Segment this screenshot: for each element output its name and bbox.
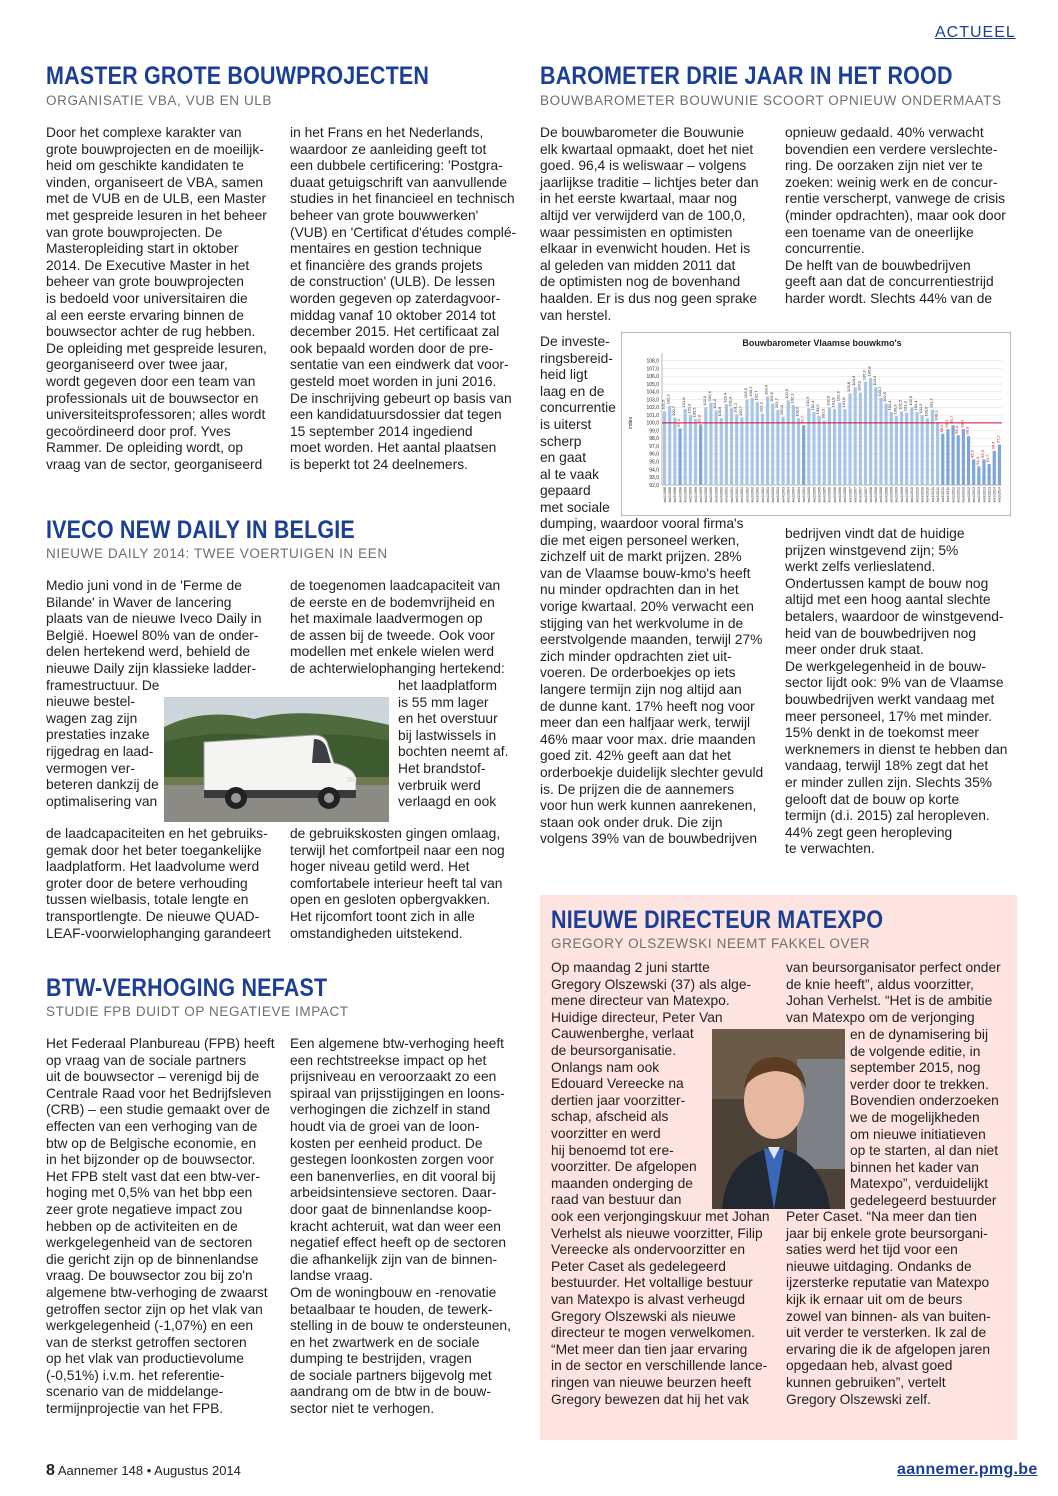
chart-data-label: 100,5 (691, 407, 697, 418)
chart-bar (756, 402, 759, 485)
portrait-photo (712, 1029, 845, 1209)
chart-bar (988, 464, 991, 485)
chart-xtick: kw1/2009 (889, 487, 894, 503)
chart-bar (998, 445, 1001, 485)
chart-data-label: 100,6 (923, 406, 929, 417)
chart-data-label: 101,8 (830, 397, 836, 408)
chart-bar (993, 451, 996, 485)
iveco-col2-mid: het laadplatform is 55 mm lager en het overstuur bij lastwissels in bochten neemt af. Het brandstof- verbruik werd verlaagd en ook (398, 678, 509, 810)
chart-xtick: kw2/2006 (832, 487, 837, 503)
chart-xtick: kw4/1998 (678, 487, 683, 503)
chart-xtick: kw2/2009 (894, 487, 899, 503)
chart-xtick: kw4/2011 (946, 487, 951, 503)
chart-data-label: 98,4 (954, 426, 960, 434)
master-col1: Door het complexe karakter van grote bouwprojecten en de moeilijk- heid om geschikte kandidaten te vinden, organiseert de VBA, samen met de VUB en de ULB, een Master met gespreide lesuren in het beheer van grote bouwprojecten. De Masteropleiding start in oktober 2014. De Executive Master in het beheer van grote bouwprojecten is bedoeld voor universitairen die al een eerste ervaring binnen de bouwsector achter de rug hebben. De opleiding met gespreide lesuren, georganiseerd over twee jaar, wordt gegeven door een team van professionals uit de bouwsector en universiteitsprofessoren; alles wordt gecoördineerd door prof. Yves Rammer. De opleiding wordt, op vraag van de sector, georganiseerd (46, 125, 267, 472)
chart-xtick: kw1/2013 (971, 487, 976, 503)
chart-xtick: kw2/2012 (956, 487, 961, 503)
chart-xtick: kw4/2002 (760, 487, 765, 503)
chart-ytick: 95,0 (649, 459, 659, 466)
chart-xtick: kw1/2004 (786, 487, 791, 503)
chart-data-label: 99,2 (959, 419, 965, 428)
chart-data-label: 102,3 (789, 393, 795, 404)
chart-bar (910, 407, 913, 485)
chart-data-label: 102,5 (768, 391, 774, 402)
chart-xtick: kw2/1999 (688, 487, 693, 503)
iveco-col2-top: de toegenomen laadcapaciteit van de eerste en de bodemvrijheid en het maximale laadvermogen op de assen bij de tweede. Ook voor modellen met enkele wielen werd de achterwielophanging hertekend: (290, 578, 505, 676)
chart-data-label: 96,4 (990, 441, 996, 450)
chart-xtick: kw1/2007 (848, 487, 853, 503)
chart-ytick: 94,0 (649, 467, 659, 474)
chart-xtick: kw3/2009 (899, 487, 904, 503)
chart-xtick: kw1/2000 (704, 487, 709, 503)
chart-data-label: 99,7 (949, 415, 955, 424)
master-col2: in het Frans en het Nederlands, waardoor ze aanleiding geeft tot een dubbele certificering: 'Postgra- duaat getuigschrift van aanvullende studies in het financieel en technisch beheer van grote bouwwerken' (VUB) en 'Certificat d'études complé- mentaires en gestion technique et financière des grands projets de construction' (ULB). De lessen worden gegeven op zaterdagvoor- middag vanaf 10 oktober 2014 tot december 2015. Het certificaat zal ook bepaald worden door de pre- sentatie van een eindwerk dat voor- gesteld moet worden in juni 2016. De inschrijving gebeurt op basis van een kandidatuursdossier dat tegen 15 september 2014 ingediend moet worden. Het aantal plaatsen is beperkt tot 24 deelnemers. (290, 125, 517, 472)
chart-bar (838, 403, 841, 485)
subtitle-master: ORGANISATIE VBA, VUB EN ULB (46, 93, 273, 108)
chart-data-label: 101,5 (897, 399, 903, 410)
chart-bar (751, 398, 754, 485)
chart-bar (895, 416, 898, 485)
chart-bar (766, 396, 769, 485)
chart-xtick: kw2/2011 (935, 487, 940, 503)
chart-xtick: kw3/1999 (693, 487, 698, 503)
chart-data-label: 104,6 (871, 375, 877, 386)
chart-bar (926, 418, 929, 485)
chart-bar (684, 409, 687, 485)
chart-xtick: kw3/2001 (734, 487, 739, 503)
chart-ytick: 98,0 (649, 436, 659, 443)
headline-matexpo: NIEUWE DIRECTEUR MATEXPO (551, 906, 884, 934)
chart-xtick: kw2/2008 (874, 487, 879, 503)
chart-data-label: 100,6 (717, 406, 723, 417)
chart-data-label: 99,3 (676, 419, 682, 427)
chart-xtick: kw3/2012 (961, 487, 966, 503)
chart-xtick: kw4/2001 (740, 487, 745, 503)
chart-bar (879, 398, 882, 485)
chart-ytick: 92,0 (649, 482, 659, 489)
chart-data-label: 104,6 (851, 375, 857, 386)
chart-title: Bouwbarometer Vlaamse bouwkmo's (742, 338, 902, 348)
chart-xtick: kw2/2014 (997, 487, 1002, 503)
chart-bar (714, 410, 717, 485)
chart-ytick: 99,0 (649, 428, 659, 435)
chart-xtick: kw2/2007 (853, 487, 858, 503)
chart-data-label: 100,8 (779, 405, 785, 416)
chart-bar (720, 418, 723, 485)
matexpo-col2-top: van beursorganisator perfect onder de knie heeft”, aldus voorzitter, Johan Verhelst. “Het is de ambitie van Matexpo om de verjonging (786, 960, 1001, 1025)
chart-data-label: 94,7 (985, 454, 991, 463)
chart-bar (884, 403, 887, 485)
chart-data-label: 101,3 (902, 401, 908, 412)
barometer-col1-bottom: dumping, waardoor vooral firma's die met eigen personeel werken, zichzelf uit de markt prijzen. 28% van de Vlaamse bouw-kmo's heeft nu minder opdrachten dan in het vorige kwartaal. 20% verwacht een stijging van het werkvolume in de eerstvolgende maanden, terwijl 27% zich minder opdrachten ziet uit- voeren. De orderboekjes op iets langere termijn zijn nog altijd aan de dunne kant. 17% heeft nog voor meer dan een halfjaar werk, terwijl 46% maar voor max. drie maanden goed zit. 42% geeft aan dat het orderboekje duidelijk slechter gevuld is. De prijzen die de aannemers voor hun werk kunnen aanrekenen, staan ook onder druk. Die zijn volgens 39% van de bouwbedrijven (540, 516, 764, 847)
chart-xtick: kw2/2010 (915, 487, 920, 503)
chart-data-label: 101,8 (840, 397, 846, 408)
chart-bar (859, 393, 862, 485)
chart-bar (802, 425, 805, 485)
chart-ylabel: index (628, 417, 634, 429)
chart-xtick: kw4/2008 (884, 487, 889, 503)
chart-bar (843, 409, 846, 485)
chart-data-label: 103,9 (856, 381, 862, 392)
chart-xtick: kw4/2013 (987, 487, 992, 503)
chart-ytick: 97,0 (649, 443, 659, 450)
chart-ytick: 108,0 (646, 358, 659, 365)
chart-bar (818, 416, 821, 485)
chart-data-label: 98,6 (938, 424, 944, 433)
chart-bar (921, 415, 924, 485)
chart-data-label: 101,0 (918, 403, 924, 414)
headline-btw: BTW-VERHOGING NEFAST (46, 974, 328, 1002)
van-photo (164, 697, 389, 822)
chart-bar (941, 434, 944, 485)
chart-xtick: kw1/2008 (868, 487, 873, 503)
footer-site-link[interactable]: aannemer.pmg.be (897, 1461, 1038, 1478)
chart-bar (668, 406, 671, 485)
chart-ytick: 101,0 (646, 412, 659, 419)
iveco-col1-bottom: de laadcapaciteiten en het gebruiks- gemak door het beter toegankelijke laadplatform. Het laadvolume werd groter door de betere verhouding tussen wielbasis, totale lengte en transportlengte. De nieuwe QUAD- LEAF-voorwielophanging garandeert (46, 826, 271, 941)
chart-bar (663, 411, 666, 485)
chart-bar (776, 410, 779, 485)
chart-xtick: kw1/2014 (992, 487, 997, 503)
chart-data-label: 103,4 (763, 384, 769, 395)
btw-col2: Een algemene btw-verhoging heeft een rechtstreekse impact op het prijsniveau en veroorzaakt zo een spiraal van prijsstijgingen en loons- verhogingen die zichzelf in stand houdt via de groei van de loon- kosten per eenheid product. De gestegen loonkosten zorgen voor een banenverlies, en dit vooral bij arbeidsintensieve sectoren. Daar- door gaat de binnenlandse koop- kracht achteruit, wat dan weer een negatief effect heeft op de sectoren die afhankelijk zijn van de binnen- landse vraag. Om de woningbouw en -renovatie betaalbaar te houden, de tewerk- stelling in de bouw te ondersteunen, en het zwartwerk en de sociale dumping te bestrijden, vragen de sociale partners bijgevolg met aandrang om de btw in de bouw- sector niet te verhogen. (290, 1036, 511, 1417)
chart-data-label: 101,6 (712, 398, 718, 409)
iveco-col2-bottom: de gebruikskosten gingen omlaag, terwijl het comfortpeil naar een nog hoger niveau getild werd. Het comfortabele interieur heeft tal van open en gesloten opbergvakken. Het rijcomfort toont zich in alle omstandigheden uitstekend. (290, 826, 505, 941)
chart-bar (761, 414, 764, 485)
chart-data-label: 101,0 (686, 403, 692, 414)
chart-bar (689, 415, 692, 485)
chart-data-label: 100,7 (737, 405, 743, 416)
matexpo-col2-bottom: Peter Caset. “Na meer dan tien jaar bij enkele grote beursorgani- saties werd het tijd voor een nieuwe uitdaging. Ondanks de ijzersterke reputatie van Matexpo kijk ik ernaar uit om de beurs zowel van binnen- als van buiten- uit verder te versterken. Ik zal de ervaring die ik de afgelopen jaren opgedaan heb, alvast goed kunnen gebruiken”, vertelt Gregory Olszewski zelf. (786, 1209, 991, 1407)
matexpo-col2-mid: en de dynamisering bij de volgende editie, in september 2015, nog verder door te trekken. Bovendien onderzoeken we de mogelijkheden om nieuwe initiatieven op te starten, al dan niet binnen het kader van Matexpo”, verduidelijkt gedelegeerd bestuurder (850, 1027, 999, 1208)
chart-xtick: kw3/1998 (673, 487, 678, 503)
chart-data-label: 103,8 (846, 381, 852, 392)
matexpo-col1-bottom: ook een verjongingskuur met Johan Verhelst als nieuwe voorzitter, Filip Vereecke als ondervoorzitter en Peter Caset als gedelegeerd bestuurder. Het voltallige bestuur van Matexpo is alvast verheugd Gregory Olszewski als nieuwe directeur te mogen verwelkomen. “Met meer dan tien jaar ervaring in de sector en verschillende lance- ringen van nieuwe beurzen heeft Gregory bewezen dat hij het vak (551, 1209, 770, 1407)
chart-data-label: 102,9 (784, 388, 790, 399)
chart-ytick: 100,0 (646, 420, 659, 427)
chart-xtick: kw3/2013 (982, 487, 987, 503)
chart-xtick: kw4/1999 (698, 487, 703, 503)
subtitle-matexpo: GREGORY OLSZEWSKI NEEMT FAKKEL OVER (551, 936, 871, 951)
iveco-col1-top: Medio juni vond in de 'Ferme de Bilande' in Waver de lancering plaats van de nieuwe Iveco Daily in België. Hoewel 80% van de onder- delen hertekend werd, behield de nieuwe Daily zijn klassieke ladder- framestructuur. De nieuwe bestel- wagen zag zijn prestaties inzake rijgedrag en laad- vermogen ver- beteren dankzij de optimalisering van (46, 578, 262, 809)
chart-data-label: 102,5 (882, 391, 888, 402)
chart-data-label: 101,2 (758, 402, 764, 413)
chart-data-label: 102,4 (722, 392, 728, 403)
chart-data-label: 101,9 (727, 396, 733, 407)
chart-bar (957, 435, 960, 485)
chart-xtick: kw2/2013 (977, 487, 982, 503)
chart-ytick: 96,0 (649, 451, 659, 458)
chart-data-label: 100,1 (933, 410, 939, 421)
chart-data-label: 103,2 (876, 386, 882, 397)
chart-data-label: 101,4 (887, 400, 893, 411)
chart-data-label: 100,3 (820, 409, 826, 420)
chart-ytick: 107,0 (646, 366, 659, 373)
chart-data-label: 102,6 (835, 391, 841, 402)
footer-issue (46, 1462, 241, 1480)
chart-data-label: 102,7 (753, 390, 759, 401)
chart-xtick: kw4/2003 (781, 487, 786, 503)
chart-bar (833, 409, 836, 485)
chart-bar (704, 407, 707, 485)
chart-xtick: kw4/2007 (863, 487, 868, 503)
chart-ytick: 106,0 (646, 374, 659, 381)
section-label: ACTUEEL (935, 24, 1016, 41)
chart-bar (967, 436, 970, 485)
chart-data-label: 102,0 (825, 395, 831, 406)
chart-xtick: kw3/2011 (941, 487, 946, 503)
chart-xtick: kw3/2003 (776, 487, 781, 503)
chart-bar (977, 466, 980, 485)
chart-xtick: kw3/2002 (755, 487, 760, 503)
chart-data-label: 100,9 (815, 404, 821, 415)
chart-data-label: 101,1 (732, 402, 738, 413)
chart-bar (874, 387, 877, 485)
chart-xtick: kw3/2007 (858, 487, 863, 503)
chart-data-label: 100,6 (794, 406, 800, 417)
chart-data-label: 94,4 (974, 457, 980, 465)
chart-bar (730, 408, 733, 485)
chart-xtick: kw1/2003 (765, 487, 770, 503)
chart-bar (740, 417, 743, 485)
chart-xtick: kw1/1998 (662, 487, 667, 503)
chart-data-label: 99,8 (696, 415, 702, 423)
chart-bar (678, 428, 681, 485)
chart-bar (771, 403, 774, 485)
chart-bar (787, 400, 790, 485)
headline-iveco: IVECO NEW DAILY IN BELGIE (46, 516, 355, 544)
btw-col1: Het Federaal Planbureau (FPB) heeft op vraag van de sociale partners uit de bouwsector – verenigd bij de Centrale Raad voor het Bedrijfsleven (CRB) – een studie gemaakt over de effecten van een verhoging van de btw op de Belgische economie, en in het bijzonder op de bouwsector. Het FPB stelt vast dat een btw-ver- hoging met 0,5% van het bbp een zeer grote negatieve impact zou hebben op de activiteiten en de werkgelegenheid van de sectoren die gericht zijn op de binnenlandse vraag. De bouwsector zou bij zo'n algemene btw-verhoging de zwaarst getroffen sector zijn op het vlak van werkgelegenheid (-1,07%) en een van de sterkst getroffen sectoren op het vlak van productievolume (-0,51%) i.v.m. het referentie- scenario van de middelange- termijnprojectie van het FPB. (46, 1036, 275, 1417)
chart-xtick: kw1/2012 (951, 487, 956, 503)
barometer-col1-top: De bouwbarometer die Bouwunie elk kwartaal opmaakt, doet het niet goed. 96,4 is weliswaar – volgens jaarlijkse traditie – lichtjes beter dan in het eerste kwartaal, maar nog altijd ver verwijderd van de 100,0, waar pessimisten en optimisten elkaar in evenwicht houden. Het is al geleden van midden 2011 dat de optimisten nog de bovenhand haalden. Er is dus nog geen sprake van herstel. (540, 125, 759, 323)
chart-xtick: kw4/2004 (801, 487, 806, 503)
chart-data-label: 102,6 (706, 391, 712, 402)
chart-data-label: 101,5 (660, 399, 666, 410)
chart-xtick: kw1/2006 (827, 487, 832, 503)
chart-data-label: 95,3 (969, 450, 975, 458)
chart-data-label: 101,7 (928, 398, 934, 409)
footer-issue-text: Aannemer 148 • Augustus 2014 (57, 1463, 241, 1478)
chart-bar (864, 382, 867, 485)
chart-bar (725, 404, 728, 485)
subtitle-barometer: BOUWBAROMETER BOUWUNIE SCOORT OPNIEUW ONDERMAATS (540, 93, 1002, 108)
chart-bar (781, 417, 784, 485)
chart-xtick: kw2/2005 (812, 487, 817, 503)
chart-bar (900, 411, 903, 485)
chart-xtick: kw3/2004 (796, 487, 801, 503)
chart-ytick: 104,0 (646, 389, 659, 396)
chart-xtick: kw3/2006 (838, 487, 843, 503)
chart-xtick: kw4/2012 (966, 487, 971, 503)
chart-data-label: 101,4 (809, 400, 815, 411)
chart-bar (694, 419, 697, 485)
chart-bar (823, 421, 826, 485)
chart-data-label: 95,3 (979, 450, 985, 458)
chart-bar (709, 403, 712, 485)
subtitle-btw: STUDIE FPB DUIDT OP NEGATIEVE IMPACT (46, 1004, 349, 1019)
subtitle-iveco: NIEUWE DAILY 2014: TWEE VOERTUIGEN IN EEN (46, 546, 388, 561)
chart-bar (962, 429, 965, 485)
chart-bar (807, 408, 810, 485)
chart-xtick: kw1/2005 (807, 487, 812, 503)
chart-xtick: kw4/2006 (843, 487, 848, 503)
barometer-col1-wrap: De investe- ringsbereid- heid ligt laag en de concurrentie is uiterst scherp en gaat al te vaak gepaard met sociale (540, 334, 616, 515)
chart-bar (869, 378, 872, 485)
chart-ytick: 93,0 (649, 475, 659, 482)
chart-bar (905, 413, 908, 485)
barometer-col2-bottom: bedrijven vindt dat de huidige prijzen winstgevend zijn; 5% werkt zelfs verlieslatend. Ondertussen kampt de bouw nog altijd met een hoog aantal slechte betalers, waardoor de winstgevend- heid van de bouwbedrijven nog meer onder druk staat. De werkgelegenheid in de bouw- sector lijdt ook: 9% van de Vlaamse bouwbedrijven werkt vandaag met meer personeel, 17% met minder. 15% denkt in de toekomst meer werknemers in dienst te hebben dan vandaag, terwijl 18% zegt dat het er minder zullen zijn. Slechts 35% gelooft dat de bouw op korte termijn (d.i. 2015) zal heropleven. 44% zegt geen heropleving te verwachten. (785, 526, 1008, 857)
chart-bar (699, 424, 702, 485)
chart-ytick: 105,0 (646, 381, 659, 388)
chart-ytick: 103,0 (646, 397, 659, 404)
chart-bar (848, 393, 851, 485)
barometer-col2-top: opnieuw gedaald. 40% verwacht bovendien een verdere verslechte- ring. De oorzaken zijn niet ver te zoeken: weinig werk en de concur- rentie verscherpt, vanwege de crisis (minder opdrachten), maar ook door een toename van de oneerlijke concurrentie. De helft van de bouwbedrijven geeft aan dat de concurrentiestrijd harder wordt. Slechts 44% van de (785, 125, 1006, 306)
chart-bar (854, 387, 857, 485)
chart-xtick: kw2/2004 (791, 487, 796, 503)
chart-xtick: kw3/2000 (714, 487, 719, 503)
chart-data-label: 103,2 (748, 386, 754, 397)
chart-xtick: kw4/2009 (904, 487, 909, 503)
chart-xtick: kw2/2003 (771, 487, 776, 503)
chart-data-label: 102,0 (701, 395, 707, 406)
chart-data-label: 97,2 (995, 435, 1001, 444)
matexpo-col1-top: Op maandag 2 juni startte Gregory Olszewski (37) als alge- mene directeur van Matexpo. Huidige directeur, Peter Van Cauwenberghe, verlaat de beursorganisatie. Onlangs nam ook Edouard Vereecke na dertien jaar voorzitter- schap, afscheid als voorzitter en werd hij benoemd tot ere- voorzitter. De afgelopen maanden onderging de raad van bestuur dan (551, 960, 752, 1208)
chart-data-label: 102,2 (665, 394, 671, 405)
chart-bar (797, 418, 800, 485)
chart-xtick: kw1/2010 (910, 487, 915, 503)
chart-xtick: kw4/2010 (925, 487, 930, 503)
chart-xtick: kw3/2008 (879, 487, 884, 503)
chart-xtick: kw2/1998 (668, 487, 673, 503)
chart-data-label: 101,4 (913, 400, 918, 411)
chart-data-label: 102,0 (907, 395, 913, 406)
chart-data-label: 100,7 (670, 405, 676, 416)
chart-data-label: 99,7 (799, 415, 805, 424)
chart-xtick: kw2/2000 (709, 487, 714, 503)
chart-data-label: 105,8 (866, 366, 872, 377)
chart-xtick: kw2/2002 (750, 487, 755, 503)
chart-xtick: kw1/2001 (724, 487, 729, 503)
chart-xtick: kw4/2000 (719, 487, 724, 503)
chart-xtick: kw1/2011 (930, 487, 935, 503)
chart-data-label: 101,7 (773, 398, 779, 409)
chart-bar (828, 407, 831, 485)
chart-data-label: 101,9 (804, 396, 810, 407)
chart-ytick: 102,0 (646, 405, 659, 412)
chart-data-label: 101,8 (681, 397, 687, 408)
footer-page: 8 (46, 1462, 55, 1479)
chart-bar (735, 414, 738, 485)
chart-xtick: kw1/1999 (683, 487, 688, 503)
chart-data-label: 103,0 (743, 388, 748, 399)
chart-data-label: 98,3 (964, 426, 970, 435)
chart-xtick: kw3/2010 (920, 487, 925, 503)
chart-xtick: kw2/2001 (729, 487, 734, 503)
chart-data-label: 105,3 (861, 370, 867, 381)
chart-bar (745, 400, 748, 485)
chart-bar (946, 429, 949, 485)
chart-data-label: 100,9 (892, 404, 898, 415)
chart-data-label: 99,2 (943, 419, 949, 428)
chart-xtick: kw3/2005 (817, 487, 822, 503)
barometer-chart (621, 332, 1011, 516)
chart-xtick: kw4/2005 (822, 487, 827, 503)
barometer-chart-svg (622, 333, 1010, 515)
headline-barometer: BAROMETER DRIE JAAR IN HET ROOD (540, 62, 953, 90)
chart-xtick: kw1/2002 (745, 487, 750, 503)
headline-master: MASTER GROTE BOUWPROJECTEN (46, 62, 430, 90)
